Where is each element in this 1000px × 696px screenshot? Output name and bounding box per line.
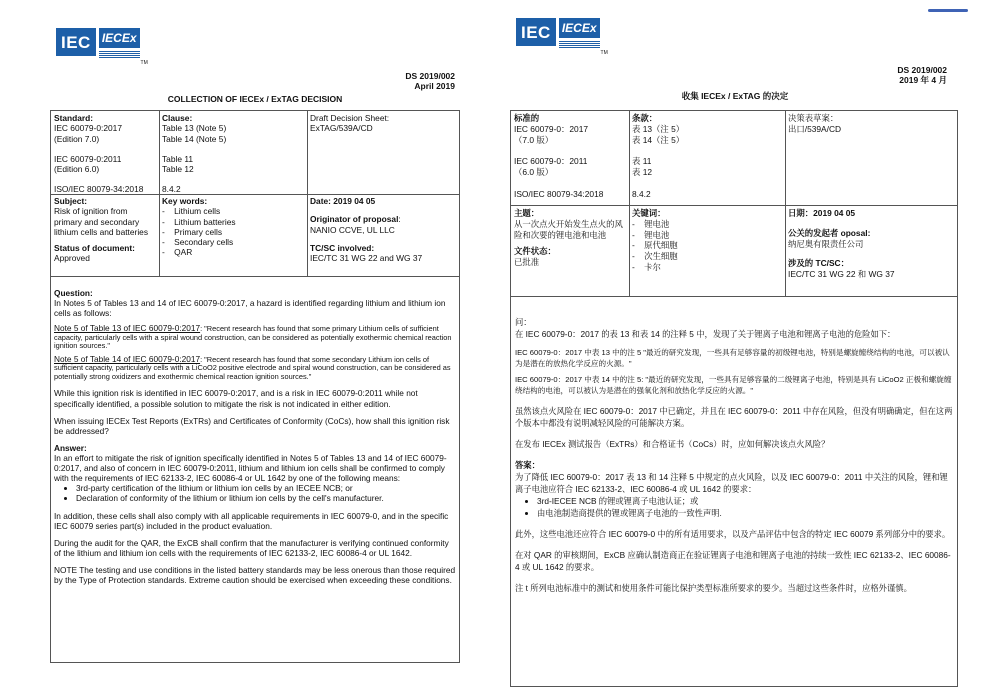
answer-label: 答案： bbox=[515, 460, 540, 471]
standard-value: ISO/IEC 80079-34:2018 bbox=[514, 188, 604, 199]
originator-value: 纳尼奥有限责任公司 bbox=[788, 238, 864, 249]
addition-paragraph: 此外，这些电池还应符合 IEC 60079-0 中的所有适用要求，以及产品评估中包含的特定 IEC 60079 系列部分中的要求。 bbox=[515, 529, 951, 540]
subject-cell bbox=[51, 195, 159, 265]
answer-bullet-list bbox=[54, 483, 456, 503]
question-label: Question: bbox=[54, 288, 93, 298]
tcsc-value: IEC/TC 31 WG 22 and WG 37 bbox=[310, 253, 423, 263]
note-14-title: Note 5 of Table 14 of IEC 60079-0:2017 bbox=[54, 353, 201, 364]
audit-paragraph: During the audit for the QAR, the ExCB shall confirm that the manufacturer is verifying continued conformity of the lithium and lithium ion cells with the requirements of IEC 62133-2, IEC 60086-4 or UL 1642. bbox=[54, 537, 449, 558]
standard-value: （6.0 版） bbox=[514, 167, 554, 177]
keyword-text: Secondary cells bbox=[174, 237, 234, 247]
iec-iecex-logo bbox=[56, 28, 148, 66]
note-14-text: : "Recent research has found that some secondary Lithium ion cells of sufficient capacity, particularly cells with a LiCoO2 positive electrode and spiral wound construction, can be considered as potentially strong oxidizers and exothermic chemical reaction ignition sources." bbox=[54, 354, 451, 381]
draft-value: ExTAG/539A/CD bbox=[310, 123, 373, 134]
standard-value: ISO/IEC 80079-34:2018 bbox=[54, 184, 144, 195]
keywords-cell bbox=[629, 207, 785, 274]
status-label: 文件状态： bbox=[514, 246, 556, 257]
note-14-quote bbox=[515, 374, 955, 396]
status-label: Status of document: bbox=[54, 243, 135, 253]
keyword-item: - Secondary cells bbox=[162, 237, 234, 247]
standard-value: (Edition 7.0) bbox=[54, 133, 100, 144]
keyword-item: - Primary cells bbox=[162, 226, 223, 237]
addition-paragraph: In addition, these cells shall also comply with all applicable requirements in IEC 60079-0, and in the specific IEC 60079 series part(s) included in the product evaluation. bbox=[54, 510, 449, 531]
iec-logo-text: IEC bbox=[56, 28, 96, 56]
standard-cell bbox=[51, 112, 159, 196]
clause-value: 8.4.2 bbox=[632, 188, 651, 199]
standard-label: 标准的 bbox=[514, 113, 540, 123]
keyword-item: - 锂电池 bbox=[632, 218, 670, 229]
answer-bullet: • 3rd-party certification of the lithium or lithium ion cells by an IECEE NCB; or bbox=[76, 483, 456, 493]
clause-value: 8.4.2 bbox=[162, 184, 181, 195]
note-14-text: IEC 60079-0：2017 中表 14 中的注 5: "最近的研究发现，一些具有足够容量的二级锂离子电池，特别是具有 LiCoO2 正极和螺旋缠绕结构的电池，可以被认为是潜在的强氧化剂和放热化学反应的火源。" bbox=[515, 375, 952, 396]
decision-sheet-box bbox=[510, 110, 958, 687]
trademark-mark: TM bbox=[140, 60, 148, 66]
answer-bullet: • 3rd-IECEE NCB 的锂或锂离子电池认证；或 bbox=[537, 495, 955, 507]
standard-label: Standard: bbox=[54, 113, 94, 123]
chinese-document-page bbox=[505, 0, 965, 696]
clause-cell bbox=[629, 112, 785, 201]
keyword-item: - 卡尔 bbox=[632, 261, 661, 272]
issuing-question-paragraph: When issuing IECEx Test Reports (ExTRs) and Certificates of Conformity (CoCs), how shall this ignition risk be addressed? bbox=[54, 415, 450, 436]
standard-cell bbox=[511, 112, 629, 201]
clause-value: Table 12 bbox=[162, 164, 194, 174]
note-14-quote bbox=[54, 355, 456, 382]
subject-cell bbox=[511, 207, 629, 269]
answer-label: Answer: bbox=[54, 442, 87, 453]
trademark-mark: TM bbox=[600, 50, 608, 56]
keywords-label: 关键词： bbox=[632, 208, 666, 218]
clause-value: Table 13 (Note 5) bbox=[162, 123, 227, 134]
answer-bullet: • 由电池制造商提供的锂或锂离子电池的一致性声明. bbox=[537, 507, 955, 519]
keyword-text: Lithium batteries bbox=[174, 216, 236, 227]
tcsc-label: TC/SC involved: bbox=[310, 242, 375, 253]
standard-value: IEC 60079-0：2011 bbox=[514, 156, 588, 167]
subject-value: 从一次点火开始发生点火的风险和次要的锂电池和电池 bbox=[514, 218, 623, 240]
question-answer-body bbox=[54, 288, 456, 585]
tcsc-label: 涉及的 TC/SC： bbox=[788, 258, 849, 269]
date-originator-cell bbox=[307, 195, 459, 264]
note-13-quote bbox=[515, 347, 955, 369]
keyword-item: - 锂电池 bbox=[632, 229, 670, 240]
answer-bullet: • Declaration of conformity of the lithium or lithium ion cells by the cell's manufacturer. bbox=[76, 493, 456, 503]
draft-value: 出口/539A/CD bbox=[788, 123, 842, 134]
note-13-quote bbox=[54, 324, 456, 351]
document-header bbox=[897, 66, 947, 86]
originator-label: 公关的发起者 oposal: bbox=[788, 227, 871, 238]
clause-value: 表 12 bbox=[632, 167, 653, 177]
standard-value: IEC 60079-0：2017 bbox=[514, 123, 589, 134]
note-13-text: : "Recent research has found that some primary Lithium cells of sufficient capacity, particularly cells with a spiral wound construction, can be considered as potentially exothermic chemical reaction ignition sources." bbox=[54, 324, 452, 351]
issuing-question-paragraph: 在发布 IECEx 测试报告（ExTRs）和合格证书（CoCs）时，应如何解决该点火风险？ bbox=[515, 439, 830, 450]
clause-cell bbox=[159, 112, 307, 196]
keyword-item: - 次生细胞 bbox=[632, 251, 678, 261]
clause-value: 表 14（注 5） bbox=[632, 134, 685, 145]
originator-label: Originator of proposal: bbox=[310, 214, 401, 225]
ds-number: DS 2019/002 bbox=[405, 71, 455, 81]
clause-value: Table 14 (Note 5) bbox=[162, 133, 227, 144]
date-originator-cell bbox=[785, 207, 957, 281]
answer-text: In an effort to mitigate the risk of ignition specifically identified in Notes 5 of Tables 13 and 14 of IEC 60079-0:2017, and also of concern in IEC 60079-0:2011, lithium and lithium ion cells shall be confirmed to comply with the requirements of IEC 62133-2, IEC 60086-4 or UL 1642 by one of the following means: bbox=[54, 453, 447, 484]
keyword-item: - 原代细胞 bbox=[632, 240, 678, 251]
keyword-item: - Lithium cells bbox=[162, 206, 221, 217]
standard-value: IEC 60079-0:2011 bbox=[54, 153, 122, 164]
clause-value: 表 11 bbox=[632, 156, 652, 167]
keyword-text: QAR bbox=[174, 247, 193, 258]
iec-iecex-logo bbox=[516, 18, 608, 56]
keyword-text: 卡尔 bbox=[644, 261, 661, 272]
note-13-text: IEC 60079-0：2017 中表 13 中的注 5 "最近的研究发现，一些具有足够容量的初级锂电池，特别是螺旋缠绕结构的电池，可以被认为是潜在的放热化学反应的火源。" bbox=[515, 348, 950, 369]
english-document-page bbox=[45, 0, 465, 696]
note-paragraph: 注 t 所列电池标准中的测试和使用条件可能比保护类型标准所要求的要少。当超过这些条件时，应格外谨慎。 bbox=[515, 583, 912, 594]
keywords-label: Key words: bbox=[162, 196, 208, 206]
keywords-cell bbox=[159, 195, 307, 259]
ds-date: April 2019 bbox=[414, 80, 455, 91]
keyword-text: Primary cells bbox=[174, 226, 223, 237]
standard-value: IEC 60079-0:2017 bbox=[54, 123, 122, 134]
iec-logo-text: IEC bbox=[516, 18, 556, 46]
document-header bbox=[405, 72, 455, 92]
iecex-logo-text: IECEx bbox=[99, 28, 140, 48]
keyword-text: 原代细胞 bbox=[644, 240, 678, 251]
standard-value: (Edition 6.0) bbox=[54, 164, 100, 174]
document-title: 收集 IECEx / ExTAG 的决定 bbox=[681, 91, 789, 101]
keyword-text: Lithium cells bbox=[174, 206, 221, 217]
iecex-logo-text: IECEx bbox=[559, 18, 600, 38]
draft-decision-cell bbox=[785, 112, 957, 136]
clause-label: 条款： bbox=[632, 113, 658, 123]
clause-label: Clause: bbox=[162, 113, 193, 123]
clause-value: 表 13（注 5） bbox=[632, 123, 685, 134]
keyword-item: - Lithium batteries bbox=[162, 216, 236, 227]
keyword-item: - QAR bbox=[162, 247, 193, 258]
draft-decision-cell bbox=[307, 112, 459, 135]
question-label: 问： bbox=[515, 317, 532, 327]
subject-value: Risk of ignition from primary and secondary lithium cells and batteries bbox=[54, 206, 149, 237]
decision-sheet-box bbox=[50, 110, 460, 663]
status-value: 已批准 bbox=[514, 257, 540, 267]
question-text: In Notes 5 of Tables 13 and 14 of IEC 60079-0:2017, a hazard is identified regarding lithium and lithium ion cells as follows: bbox=[54, 298, 446, 319]
draft-label: Draft Decision Sheet: bbox=[310, 113, 390, 123]
risk-paragraph: While this ignition risk is identified in IEC 60079-0:2017, and is a risk in IEC 60079-0:2011 while not specifically identified, a possible solution to mitigate the risk is not indicated in either edition. bbox=[54, 388, 418, 409]
table-divider bbox=[511, 205, 957, 206]
answer-bullet-list bbox=[515, 495, 955, 519]
subject-label: Subject: bbox=[54, 196, 88, 206]
date-label: Date: 2019 04 05 bbox=[310, 196, 376, 206]
table-divider bbox=[511, 296, 957, 297]
keyword-text: 锂电池 bbox=[644, 229, 670, 240]
risk-paragraph: 虽然该点火风险在 IEC 60079-0：2017 中已确定，并且在 IEC 60079-0：2011 中存在风险，但没有明确确定，但在这两个版本中都没有说明减轻风险的可能解决方案。 bbox=[515, 406, 953, 429]
note-13-title: Note 5 of Table 13 of IEC 60079-0:2017 bbox=[54, 323, 201, 334]
document-title: COLLECTION OF IECEx / ExTAG DECISION bbox=[167, 94, 343, 104]
table-divider bbox=[51, 276, 459, 277]
ds-date: 2019 年 4 月 bbox=[899, 74, 947, 85]
note-paragraph: NOTE The testing and use conditions in the listed battery standards may be less onerous than those required by the Type of Protection standards. Extreme caution should be exercised when exceeding these conditions. bbox=[54, 564, 456, 586]
ds-number: DS 2019/002 bbox=[897, 65, 947, 75]
tcsc-value: IEC/TC 31 WG 22 和 WG 37 bbox=[788, 269, 895, 279]
clause-value: Table 11 bbox=[162, 153, 194, 164]
question-text: 在 IEC 60079-0：2017 的表 13 和表 14 的注释 5 中，发现了关于锂离子电池和锂离子电池的危险如下： bbox=[515, 329, 896, 340]
standard-value: （7.0 版） bbox=[514, 134, 554, 145]
date-label: 日期：2019 04 05 bbox=[788, 208, 856, 218]
subject-label: 主题： bbox=[514, 208, 540, 218]
draft-label: 决策表草案： bbox=[788, 113, 839, 123]
keyword-text: 次生细胞 bbox=[644, 251, 678, 261]
keyword-text: 锂电池 bbox=[644, 218, 670, 229]
audit-paragraph: 在对 QAR 的审核期间，ExCB 应确认制造商正在验证锂离子电池和锂离子电池的持续一致性 IEC 62133-2、IEC 60086-4 或 UL 1642 的要求。 bbox=[515, 550, 951, 573]
status-value: Approved bbox=[54, 253, 90, 264]
answer-text: 为了降低 IEC 60079-0：2017 表 13 和 14 注释 5 中规定的点火风险，以及 IEC 60079-0：2011 中关注的风险，锂和锂离子电池应符合 IEC 62133-2、IEC 60086-4 或 UL 1642 的要求： bbox=[515, 472, 948, 495]
question-answer-body bbox=[515, 316, 955, 594]
originator-value: NANIO CCVE, UL LLC bbox=[310, 224, 395, 235]
